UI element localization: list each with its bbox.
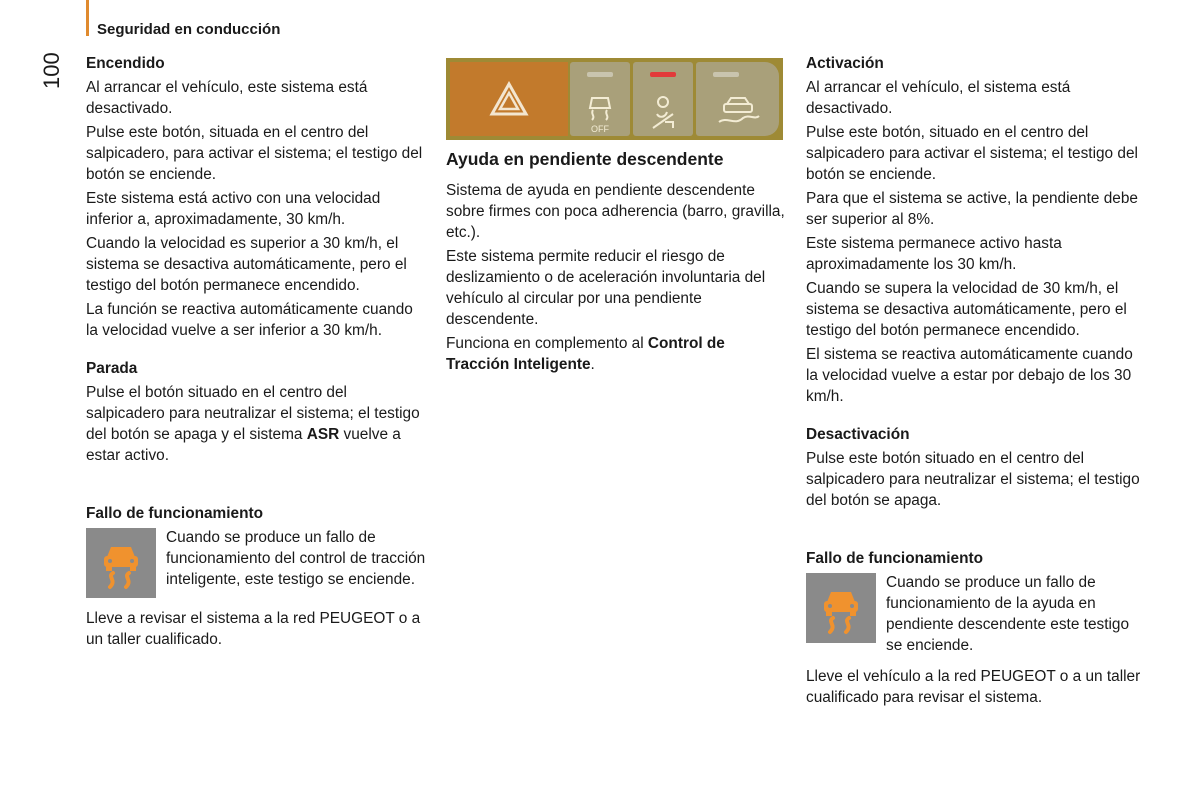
paragraph	[86, 382, 426, 466]
heading-fallo: Fallo de funcionamiento	[806, 550, 983, 567]
paragraph: Pulse este botón, situado en el centro del salpicadero para activar el sistema; el testigo del botón se enciende.	[806, 124, 1138, 183]
paragraph: Pulse este botón situado en el centro del salpicadero para neutralizar el sistema; el testigo del botón se apaga.	[806, 450, 1140, 509]
section-title: Seguridad en conducción	[97, 21, 281, 38]
text: .	[590, 356, 595, 373]
hazard-triangle-icon	[489, 81, 529, 117]
stability-off-button	[570, 62, 630, 136]
hill-descent-icon	[643, 90, 683, 136]
paragraph: Para que el sistema se active, la pendiente debe ser superior al 8%.	[806, 190, 1138, 228]
header-accent-bar	[86, 0, 89, 36]
paragraph	[446, 333, 786, 375]
paragraph: Al arrancar el vehículo, el sistema está desactivado.	[806, 79, 1071, 117]
fault-description: Cuando se produce un fallo de funcionamiento de la ayuda en pendiente descendente este testigo se enciende.	[886, 574, 1130, 654]
paragraph: Cuando la velocidad es superior a 30 km/h, el sistema se desactiva automáticamente, pero el testigo del botón permanece encendido.	[86, 235, 407, 294]
paragraph: Cuando se supera la velocidad de 30 km/h, el sistema se desactiva automáticamente, pero el testigo del botón permanece encendido.	[806, 280, 1127, 339]
heading-parada: Parada	[86, 360, 138, 377]
fault-block	[86, 527, 426, 598]
paragraph: El sistema se reactiva automáticamente cuando la velocidad vuelve a estar por debajo de los 30 km/h.	[806, 346, 1133, 405]
heading-activacion: Activación	[806, 55, 884, 72]
bold-text: Control de Tracción Inteligente	[446, 335, 725, 373]
status-led	[713, 72, 739, 77]
traction-control-icon	[713, 90, 763, 136]
paragraph: Este sistema permanece activo hasta aproximadamente los 30 km/h.	[806, 235, 1062, 273]
paragraph: Lleve el vehículo a la red PEUGEOT o a un taller cualificado para revisar el sistema.	[806, 668, 1141, 706]
text: vuelve a estar activo.	[86, 426, 401, 464]
traction-warning-icon	[806, 573, 876, 643]
fault-description: Cuando se produce un fallo de funcionamiento del control de tracción inteligente, este testigo se enciende.	[166, 529, 426, 588]
paragraph: Este sistema permite reducir el riesgo de deslizamiento o de aceleración involuntaria del vehículo al circular por una pendiente descendente.	[446, 248, 766, 328]
paragraph: Este sistema está activo con una velocidad inferior a, aproximadamente, 30 km/h.	[86, 190, 381, 228]
dashboard-button-panel	[446, 58, 783, 140]
paragraph: Pulse este botón, situada en el centro del salpicadero, para activar el sistema; el testigo del botón se enciende.	[86, 124, 423, 183]
paragraph: Al arrancar el vehículo, este sistema está desactivado.	[86, 79, 368, 117]
text: Pulse el botón situado en el centro del salpicadero para neutralizar el sistema; el testigo del botón se apaga y el sistema	[86, 384, 420, 443]
column-right	[806, 53, 1146, 711]
heading-fallo: Fallo de funcionamiento	[86, 505, 263, 522]
off-label: OFF	[591, 124, 609, 134]
esp-off-icon	[580, 90, 620, 136]
fault-block	[806, 572, 1146, 656]
hill-descent-button	[633, 62, 693, 136]
heading-desactivacion: Desactivación	[806, 426, 910, 443]
traction-warning-icon	[86, 528, 156, 598]
column-left	[86, 53, 426, 653]
status-led-on	[650, 72, 676, 77]
hazard-button	[450, 62, 568, 136]
heading-encendido: Encendido	[86, 55, 165, 72]
bold-text: ASR	[306, 426, 340, 443]
heading-ayuda-pendiente: Ayuda en pendiente descendente	[446, 149, 724, 169]
status-led	[587, 72, 613, 77]
paragraph: Sistema de ayuda en pendiente descendente sobre firmes con poca adherencia (barro, gravilla, etc.).	[446, 182, 785, 241]
traction-button	[696, 62, 779, 136]
text: Funciona en complemento al	[446, 335, 648, 352]
paragraph: Lleve a revisar el sistema a la red PEUGEOT o a un taller cualificado.	[86, 610, 421, 648]
paragraph: La función se reactiva automáticamente cuando la velocidad vuelve a ser inferior a 30 km/h.	[86, 301, 413, 339]
column-middle	[446, 149, 786, 378]
page-number: 100	[39, 52, 64, 89]
